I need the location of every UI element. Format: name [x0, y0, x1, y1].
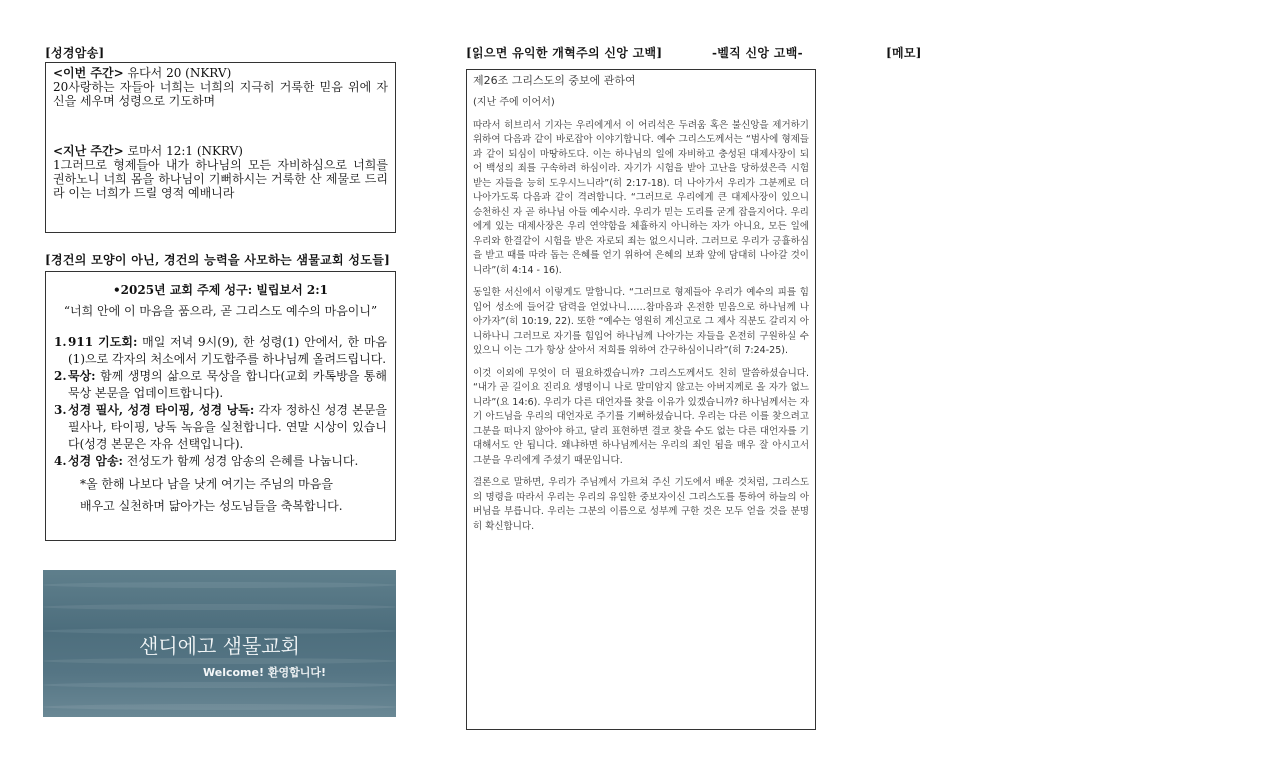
- memorize-title: [성경암송]: [45, 46, 105, 60]
- article-title: 제26조 그리스도의 중보에 관하여: [473, 74, 636, 87]
- theme-verse-heading: •2025년 교회 주제 성구: 빌립보서 2:1: [112, 283, 329, 297]
- confession-paragraph: 이것 이외에 무엇이 더 필요하겠습니까? 그리스도께서도 친히 말씀하셨습니다. “내가 곧 길이요 진리요 생명이니 나로 말미암지 않고는 아버지께로 올 자가 없느니라”(요 14:6). 우리가 다른 대언자를 찾을 이유가 있겠습니까? 하나님께서는 자기 아드님을 우리의 대언자로 주기를 기뻐하셨습니다. 우리는 다른 이를 찾으려고 그분을 떠나지 않아야 하고, 달리 표현하면 결코 찾을 수도 없는 다른 대언자를 기대해서도 안 됩니다. 왜냐하면 하나님께서는 우리의 죄인 됨을 매우 잘 아시고서 그분을 우리에게 주셨기 때문입니다.: [473, 367, 809, 466]
- blessing-note-line-1: *올 한해 나보다 남을 낫게 여기는 주님의 마음을: [80, 477, 333, 491]
- item-number: 4.: [54, 454, 67, 468]
- confession-paragraph: 결론으로 말하면, 우리가 주님께서 가르쳐 주신 기도에서 배운 것처럼, 그리스도의 명령을 따라서 우리는 우리의 유일한 중보자이신 그리스도를 통하여 하늘의 아버님을 부릅니다. 우리는 그분의 이름으로 성부께 구한 것은 모두 얻을 것을 분명히 확신합니다.: [473, 477, 809, 532]
- last-week-ref: 로마서 12:1 (NKRV): [127, 144, 243, 158]
- banner-subtitle: Welcome! 환영합니다!: [203, 666, 326, 679]
- this-week-heading: [53, 66, 388, 80]
- item-label: 성경 필사, 성경 타이핑, 성경 낭독:: [68, 403, 255, 417]
- item-label: 911 기도회:: [68, 335, 138, 349]
- banner-title: 샌디에고 샘물교회: [139, 634, 300, 658]
- item-number: 1.: [54, 335, 67, 349]
- item-number: 3.: [54, 403, 67, 417]
- blessing-note-line-2: 배우고 실천하며 닮아가는 성도님들을 축복합니다.: [80, 499, 343, 513]
- item-text: 각자 정하신 성경 본문을 필사나, 타이핑, 낭독 녹음을 실천합니다. 연말 시상이 있습니다(성경 본문은 자유 선택입니다).: [68, 403, 387, 451]
- blessing-note: [54, 473, 387, 517]
- list-item: [54, 402, 387, 453]
- confession-section-title: [읽으면 유익한 개혁주의 신앙 고백]: [466, 46, 663, 60]
- memorize-box: [45, 62, 396, 233]
- list-item: [54, 368, 387, 402]
- last-week-label: <지난 주간>: [53, 144, 124, 158]
- item-text: 함께 생명의 삶으로 묵상을 합니다(교회 카톡방을 통해 묵상 본문을 업데이트합니다).: [68, 369, 387, 400]
- last-week-verse: 1그러므로 형제들아 내가 하나님의 모든 자비하심으로 너희를 권하노니 너희 몸을 하나님이 기뻐하시는 거룩한 산 제물로 드리라 이는 너희가 드릴 영적 예배니라: [53, 158, 388, 200]
- item-number: 2.: [54, 369, 67, 383]
- continued-note: (지난 주에 이어서): [473, 97, 555, 108]
- last-week-heading: [53, 144, 388, 158]
- this-week-label: <이번 주간>: [53, 66, 124, 80]
- list-item: [54, 453, 387, 470]
- memo-title: [메모]: [886, 46, 922, 60]
- church-section-title: [경건의 모양이 아닌, 경건의 능력을 사모하는 샘물교회 성도들]: [45, 253, 391, 267]
- item-text: 매일 저녁 9시(9), 한 성령(1) 안에서, 한 마음(1)으로 각자의 처소에서 기도합주를 하나님께 올려드립니다.: [68, 335, 387, 366]
- confession-paragraph: 따라서 히브리서 기자는 우리에게서 이 어리석은 두려움 혹은 불신앙을 제거하기 위하여 다음과 같이 바로잡아 이야기합니다. 예수 그리스도께서는 “범사에 형제들과 같이 되심이 마땅하도다. 이는 하나님의 일에 자비하고 충성된 대제사장이 되어 백성의 죄를 구속하려 하심이라. 자기가 시험을 받아 고난을 당하셨은즉 시험받는 자들을 능히 도우시느니라”(히 2:17-18). 더 나아가서 우리가 그분께로 더 나아가도록 다음과 같이 격려합니다. “그러므로 우리에게 큰 대제사장이 있으니 승천하신 자 곧 하나님 아들 예수시라. 우리가 믿는 도리를 굳게 잡을지어다. 우리에게 있는 대제사장은 우리 연약함을 체휼하지 아니하는 자가 아니요, 모든 일에 우리와 한결같이 시험을 받은 자로되 죄는 없으시니라. 그러므로 우리가 긍휼하심을 받고 때를 따라 돕는 은혜를 얻기 위하여 은혜의 보좌 앞에 담대히 나아갈 것이니라”(히 4:14 - 16).: [473, 119, 809, 276]
- item-text: 전성도가 함께 성경 암송의 은혜를 나눕니다.: [122, 454, 359, 468]
- church-theme-box: [45, 271, 396, 541]
- item-label: 성경 암송:: [68, 454, 123, 468]
- list-item: [54, 334, 387, 368]
- theme-verse-quote: “너희 안에 이 마음을 품으라, 곧 그리스도 예수의 마음이니”: [63, 304, 378, 318]
- church-banner: [43, 570, 396, 717]
- confession-subtitle: -벨직 신앙 고백-: [712, 46, 803, 60]
- this-week-ref: 유다서 20 (NKRV): [127, 66, 232, 80]
- confession-box: [466, 69, 816, 730]
- this-week-verse: 20사랑하는 자들아 너희는 너희의 지극히 거룩한 믿음 위에 자신을 세우며 성령으로 기도하며: [53, 80, 388, 108]
- item-label: 묵상:: [68, 369, 96, 383]
- confession-paragraph: 동일한 서신에서 이렇게도 말합니다. “그러므로 형제들아 우리가 예수의 피를 힘입어 성소에 들어갈 담력을 얻었나니……참마음과 온전한 믿음으로 하나님께 나아가자”(히 10:19, 22). 또한 “예수는 영원히 계신고로 그 제사 직분도 갈리지 아니하나니 그러므로 자기를 힘입어 하나님께 나아가는 자들을 온전히 구원하실 수 있으니 이는 그가 항상 살아서 저희를 위하여 간구하심이니라”(히 7:24-25).: [473, 287, 809, 356]
